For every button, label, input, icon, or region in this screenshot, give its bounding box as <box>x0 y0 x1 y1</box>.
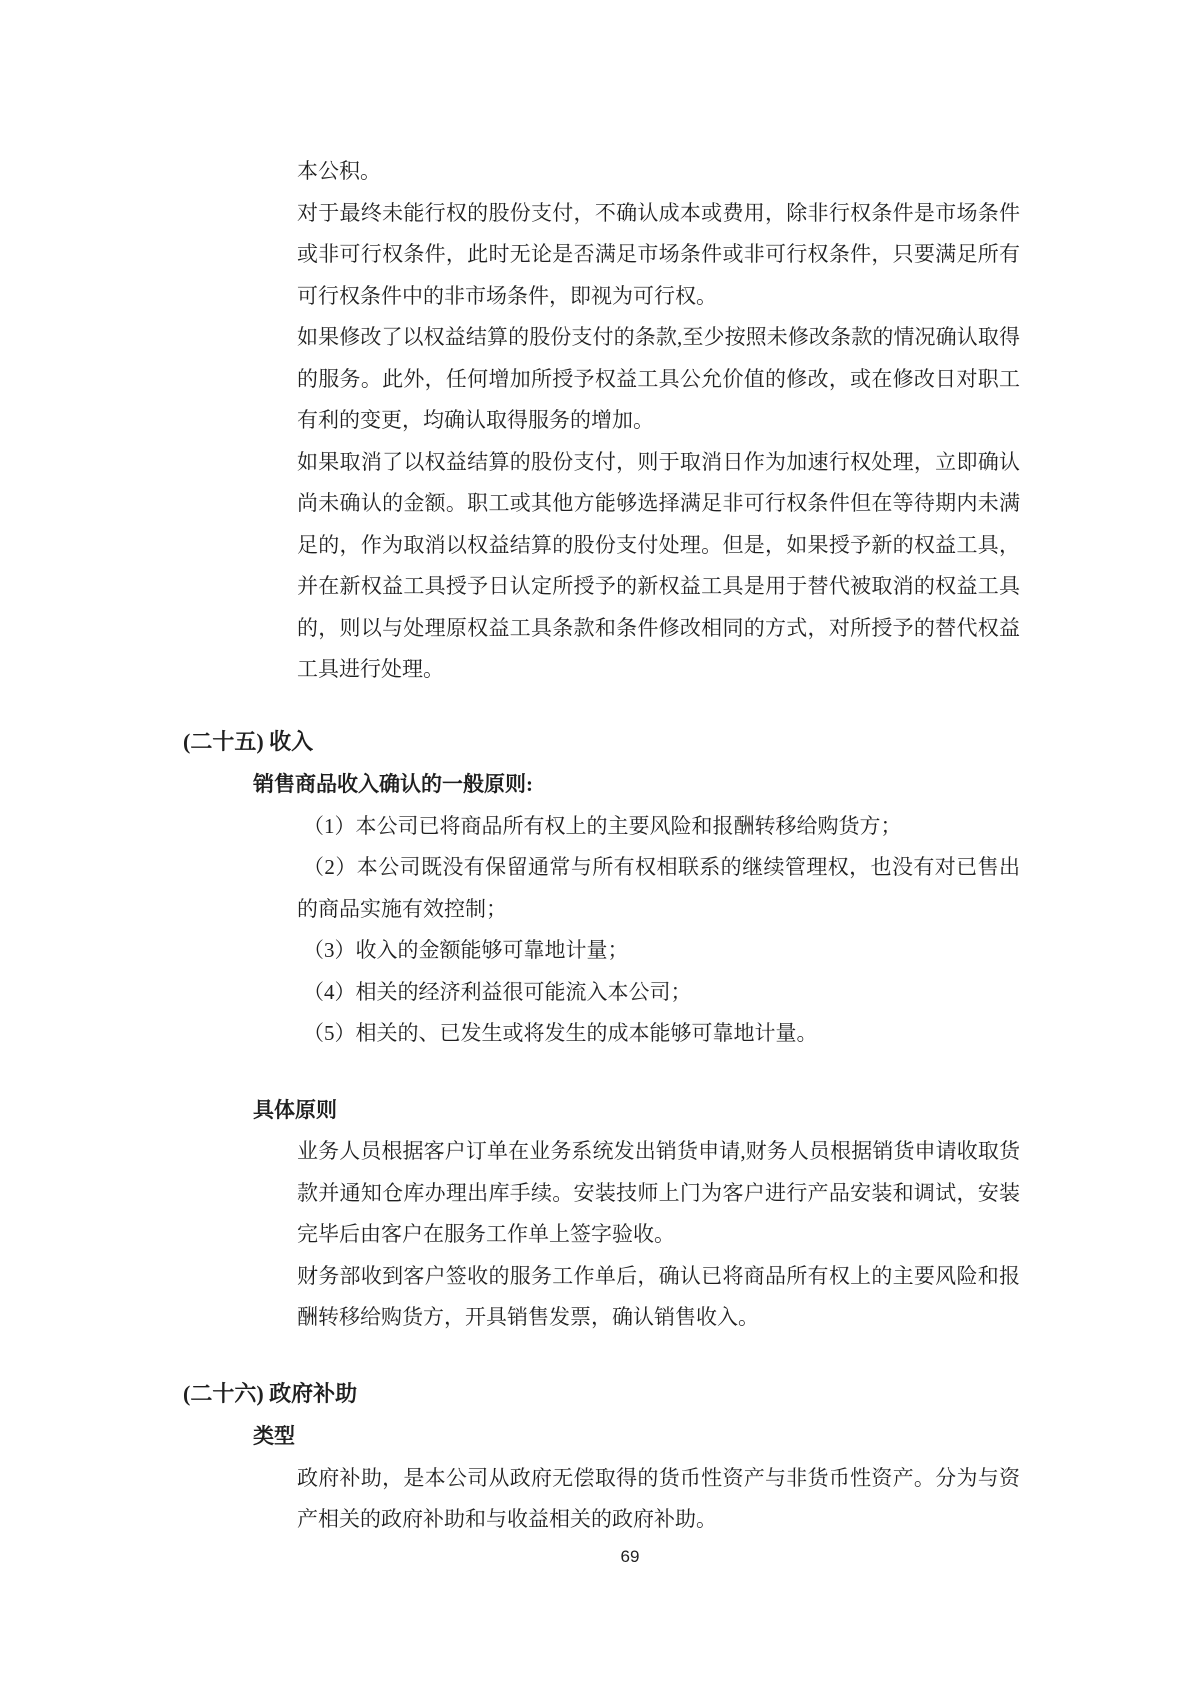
general-principles-title: 销售商品收入确认的一般原则: <box>253 772 533 796</box>
paragraph-cancelled-share-payment: 如果取消了以权益结算的股份支付，则于取消日作为加速行权处理，立即确认尚未确认的金额。职工或其他方能够选择满足非可行权条件但在等待期内未满足的，作为取消以权益结算的股份支付处理。但是，如果授予新的权益工具，并在新权益工具授予日认定所授予的新权益工具是用于替代被取消的权益工具的，则以与处理原权益工具条款和条件修改相同的方式，对所授予的替代权益工具进行处理。 <box>297 449 1020 681</box>
paragraph-finance-confirmation: 财务部收到客户签收的服务工作单后，确认已将商品所有权上的主要风险和报酬转移给购货方，开具销售发票，确认销售收入。 <box>297 1263 1020 1329</box>
paragraph-modified-terms: 如果修改了以权益结算的股份支付的条款,至少按照未修改条款的情况确认取得的服务。此外，任何增加所授予权益工具公允价值的修改，或在修改日对职工有利的变更，均确认取得服务的增加。 <box>297 325 1020 432</box>
general-principles-list <box>183 806 1023 1055</box>
paragraph-sales-process: 业务人员根据客户订单在业务系统发出销货申请,财务人员根据销货申请收取货款并通知仓库办理出库手续。安装技师上门为客户进行产品安装和调试，安装完毕后由客户在服务工作单上签字验收。 <box>297 1139 1020 1246</box>
list-item-5: （5）相关的、已发生或将发生的成本能够可靠地计量。 <box>303 1021 818 1045</box>
page-number: 69 <box>620 1547 640 1566</box>
list-item-1: （1）本公司已将商品所有权上的主要风险和报酬转移给购货方； <box>303 813 902 838</box>
page-content <box>183 151 1023 1541</box>
paragraph-capital-reserve: 本公积。 <box>297 159 381 183</box>
section-heading-25-revenue: (二十五) 收入 <box>183 728 314 754</box>
paragraph-unvested-share-payment: 对于最终未能行权的股份支付，不确认成本或费用，除非行权条件是市场条件或非可行权条件，此时无论是否满足市场条件或非可行权条件，只要满足所有可行权条件中的非市场条件，即视为可行权。 <box>297 200 1020 308</box>
list-item-4: （4）相关的经济利益很可能流入本公司； <box>303 979 692 1004</box>
section-heading-26-government-grants: (二十六) 政府补助 <box>183 1380 358 1406</box>
list-item-2: （2）本公司既没有保留通常与所有权相联系的继续管理权，也没有对已售出的商品实施有效控制； <box>297 855 1020 921</box>
grant-type-title: 类型 <box>253 1424 295 1448</box>
specific-principles-title: 具体原则 <box>253 1097 337 1122</box>
list-item-3: （3）收入的金额能够可靠地计量； <box>303 938 629 962</box>
paragraph-government-grants-definition: 政府补助，是本公司从政府无偿取得的货币性资产与非货币性资产。分为与资产相关的政府补助和与收益相关的政府补助。 <box>297 1465 1020 1531</box>
